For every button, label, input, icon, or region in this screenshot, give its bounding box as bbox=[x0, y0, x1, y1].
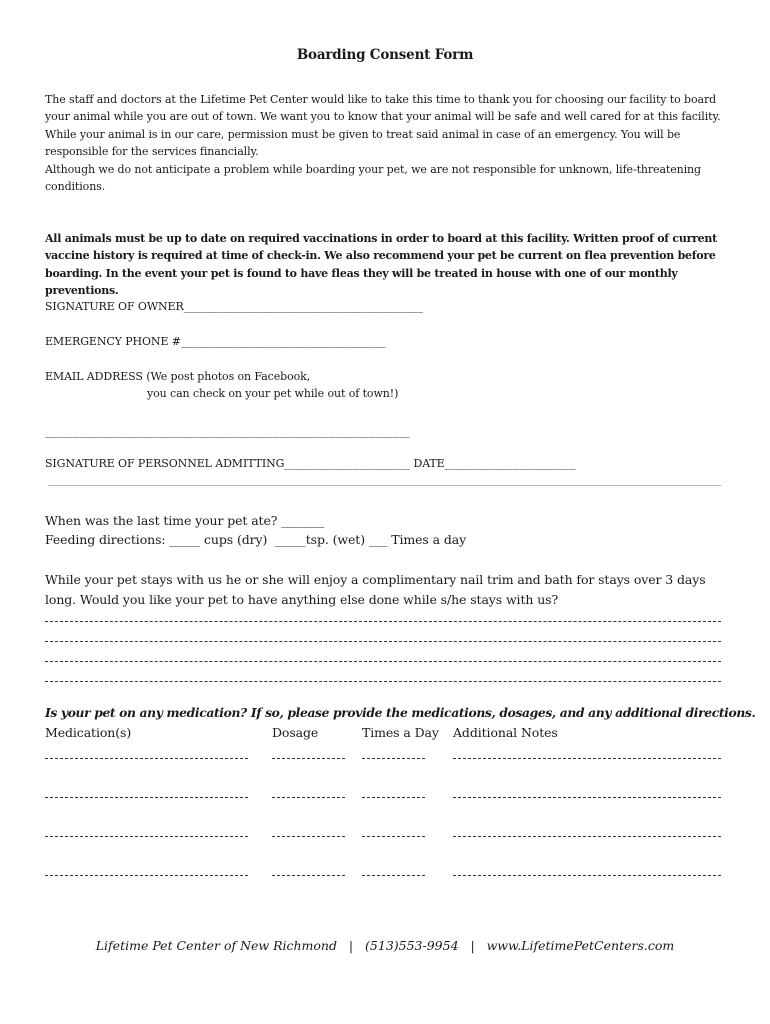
personnel-signature-label: SIGNATURE OF PERSONNEL ADMITTING bbox=[45, 457, 285, 470]
medication-input-line[interactable] bbox=[45, 875, 248, 876]
services-answer-line[interactable] bbox=[45, 681, 721, 682]
form-title: Boarding Consent Form bbox=[296, 47, 474, 63]
footer-separator: | bbox=[348, 938, 354, 953]
owner-signature-field[interactable]: SIGNATURE OF OWNER__________________________________________ bbox=[45, 300, 424, 313]
dosage-input-line[interactable] bbox=[272, 797, 345, 798]
services-answer-line[interactable] bbox=[45, 661, 721, 662]
times-a-day-input-line[interactable] bbox=[362, 797, 425, 798]
footer-separator: | bbox=[470, 938, 475, 953]
services-text: While your pet stays with us he or she will enjoy a complimentary nail trim and bath for stays over 3 days long. Would you like your pet to have anything else done while s/he stays with us? bbox=[45, 572, 706, 607]
medication-input-line[interactable] bbox=[45, 797, 248, 798]
notes-input-line[interactable] bbox=[453, 836, 721, 837]
tsp-label: tsp. (wet) bbox=[305, 532, 366, 547]
dosage-input-line[interactable] bbox=[272, 758, 345, 759]
cups-label: cups (dry) bbox=[204, 532, 268, 547]
footer-phone: (513)553-9954 bbox=[365, 938, 459, 953]
times-a-day-column-header: Times a Day bbox=[362, 725, 439, 740]
intro-paragraph-permission: While your animal is in our care, permission must be given to treat said animal in case of an emergency. You will be responsible for the services financially. bbox=[45, 127, 681, 159]
vaccination-notice: All animals must be up to date on required vaccinations in order to board at this facility. Written proof of current vaccine history is required at time of check-in. We also recommend your pet be current on flea prevention before boarding. In the event your pet is found to have fleas they will be treated in house with one of our monthly preventions. bbox=[45, 232, 717, 298]
last-ate-question: When was the last time your pet ate? bbox=[45, 513, 278, 528]
notes-input-line[interactable] bbox=[453, 797, 721, 798]
feeding-directions-field[interactable]: Feeding directions: _____ cups (dry) _____tsp. (wet) ___ Times a day bbox=[45, 532, 467, 547]
page-footer bbox=[0, 938, 770, 953]
services-answer-line[interactable] bbox=[45, 641, 721, 642]
times-a-day-label: Times a day bbox=[391, 532, 467, 547]
dosage-input-line[interactable] bbox=[272, 875, 345, 876]
intro-text bbox=[45, 91, 725, 195]
medication-question: Is your pet on any medication? If so, please provide the medications, dosages, and any additional directions. bbox=[45, 705, 756, 720]
notes-input-line[interactable] bbox=[453, 758, 721, 759]
footer-website: www.LifetimePetCenters.com bbox=[486, 938, 675, 953]
medication-column-header: Medication(s) bbox=[45, 725, 132, 740]
times-a-day-input-line[interactable] bbox=[362, 758, 425, 759]
footer-clinic-name: Lifetime Pet Center of New Richmond bbox=[95, 938, 337, 953]
date-label: DATE bbox=[413, 457, 445, 470]
owner-signature-label: SIGNATURE OF OWNER bbox=[45, 300, 184, 313]
emergency-phone-label: EMERGENCY PHONE # bbox=[45, 335, 181, 348]
medication-input-line[interactable] bbox=[45, 758, 248, 759]
intro-paragraph-thanks: The staff and doctors at the Lifetime Pet Center would like to take this time to thank you for choosing our facility to board your animal while you are out of town. We want you to know that your animal will be safe and well cared for at this facility. bbox=[45, 93, 721, 124]
last-ate-field[interactable]: When was the last time your pet ate? _______ bbox=[45, 513, 325, 528]
email-address-field[interactable]: ________________________________________________________________ bbox=[45, 425, 410, 438]
email-label-line-2: you can check on your pet while out of town!) bbox=[147, 387, 399, 400]
services-answer-line[interactable] bbox=[45, 621, 721, 622]
email-label-line-1: EMAIL ADDRESS (We post photos on Facebook, bbox=[45, 370, 311, 383]
feeding-directions-label: Feeding directions: bbox=[45, 532, 166, 547]
intro-paragraph-liability: Although we do not anticipate a problem while boarding your pet, we are not responsible for unknown, life-threatening conditions. bbox=[45, 162, 701, 194]
dosage-input-line[interactable] bbox=[272, 836, 345, 837]
section-divider bbox=[48, 485, 721, 486]
times-a-day-input-line[interactable] bbox=[362, 875, 425, 876]
times-a-day-input-line[interactable] bbox=[362, 836, 425, 837]
medication-input-line[interactable] bbox=[45, 836, 248, 837]
dosage-column-header: Dosage bbox=[272, 725, 319, 740]
notes-input-line[interactable] bbox=[453, 875, 721, 876]
personnel-signature-field[interactable]: SIGNATURE OF PERSONNEL ADMITTING______________________ DATE_______________________ bbox=[45, 457, 576, 470]
emergency-phone-field[interactable]: EMERGENCY PHONE #____________________________________ bbox=[45, 335, 387, 348]
additional-notes-column-header: Additional Notes bbox=[453, 725, 558, 740]
